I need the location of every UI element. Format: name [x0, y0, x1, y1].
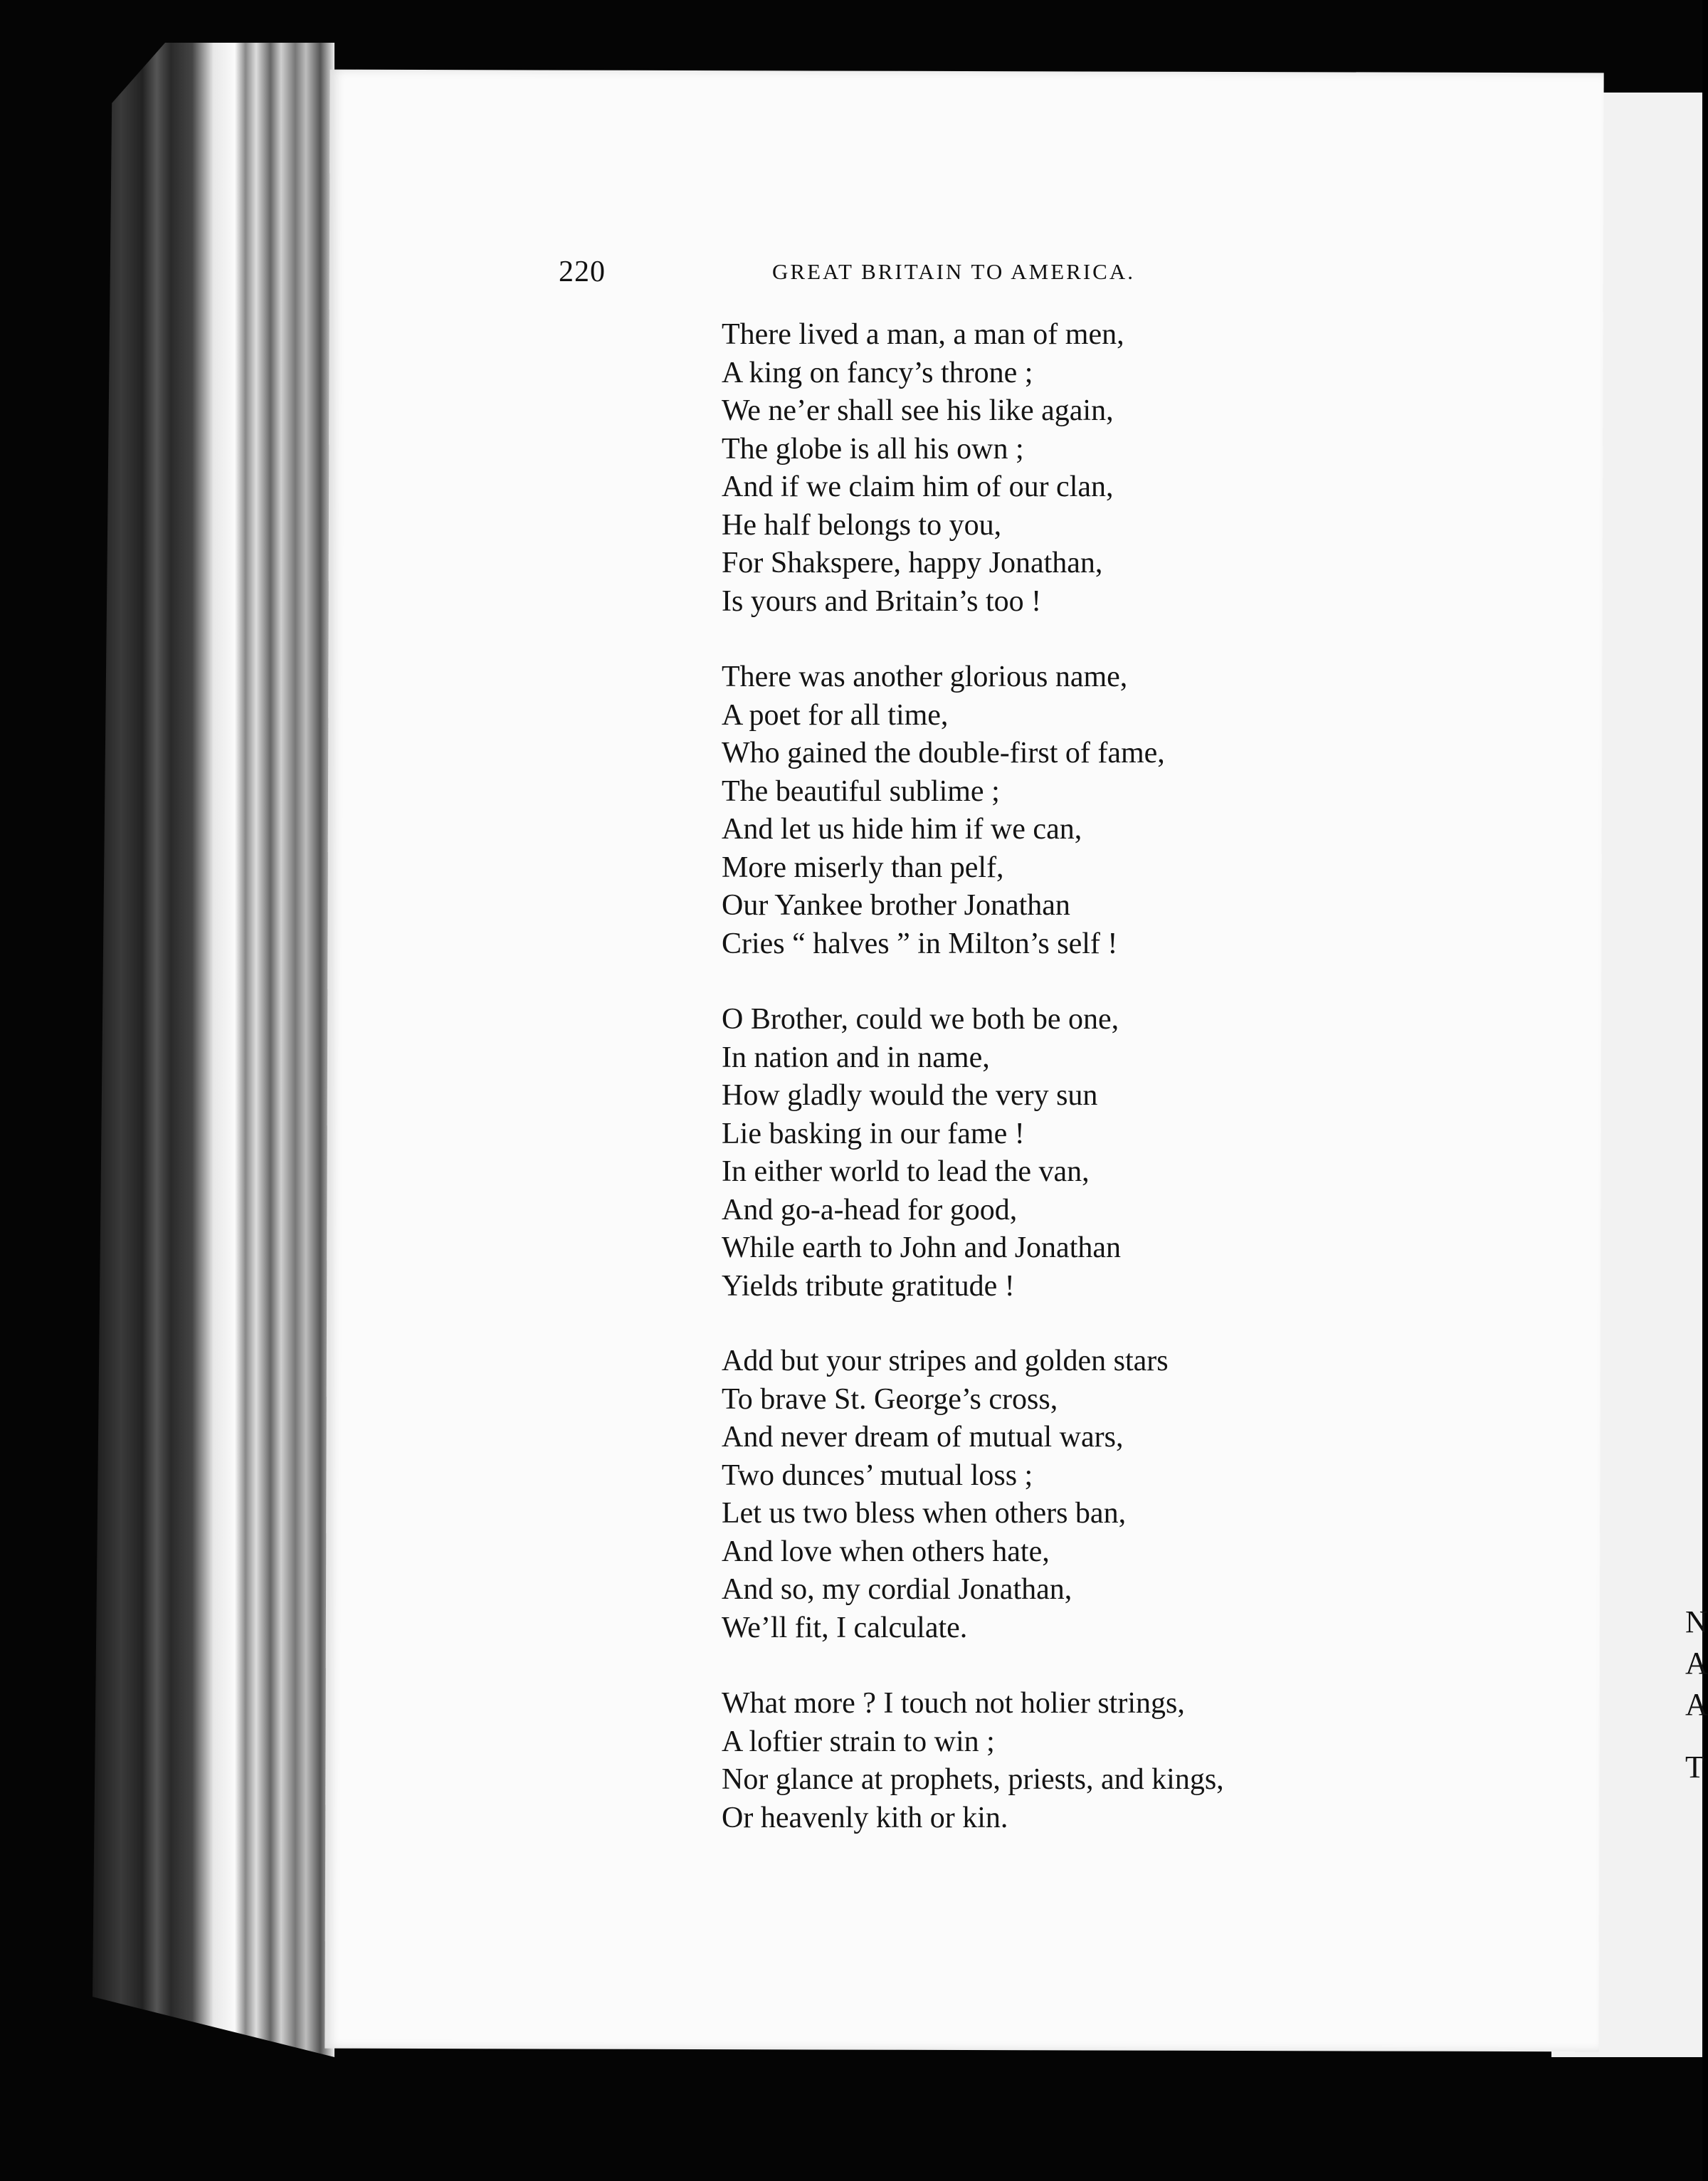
page-number: 220: [559, 256, 606, 288]
poem-line: Nor glance at prophets, priests, and kings,: [722, 1763, 1224, 1796]
facing-letter: A: [1685, 1687, 1708, 1722]
poem-line: We’ll fit, I calculate.: [722, 1611, 968, 1644]
poem-line: And let us hide him if we can,: [722, 813, 1082, 846]
poem-body: [722, 316, 1519, 1837]
poem-line: Add but your stripes and golden stars: [722, 1345, 1169, 1377]
poem-line: Yields tribute gratitude !: [722, 1269, 1015, 1303]
running-title: GREAT BRITAIN TO AMERICA.: [772, 259, 1135, 284]
stanza-3: [722, 1001, 1519, 1305]
poem-line: While earth to John and Jonathan: [722, 1231, 1122, 1264]
poem-line: A loftier strain to win ;: [722, 1725, 995, 1758]
stanza-1: [722, 316, 1519, 621]
poem-line: O Brother, could we both be one,: [722, 1003, 1119, 1036]
poem-line: Two dunces’ mutual loss ;: [722, 1459, 1033, 1492]
stanza-2: [722, 658, 1519, 963]
facing-letter: N: [1685, 1604, 1708, 1639]
stanza-4: [722, 1342, 1519, 1647]
facing-letter: A: [1685, 1646, 1708, 1681]
facing-page-letters: [1685, 1602, 1708, 1788]
poem-line: And go-a-head for good,: [722, 1193, 1018, 1226]
poem-line: We ne’er shall see his like again,: [722, 394, 1114, 427]
poem-line: Who gained the double-first of fame,: [722, 737, 1165, 769]
poem-line: For Shakspere, happy Jonathan,: [722, 547, 1103, 579]
poem-line: The globe is all his own ;: [722, 432, 1024, 466]
poem-line: Is yours and Britain’s too !: [722, 584, 1042, 618]
poem-line: Lie basking in our fame !: [722, 1117, 1025, 1150]
stanza-5: [722, 1685, 1519, 1837]
poem-line: And never dream of mutual wars,: [722, 1421, 1124, 1454]
poem-line: The beautiful sublime ;: [722, 774, 1000, 808]
poem-line: Let us two bless when others ban,: [722, 1497, 1127, 1530]
book-page-edges: [93, 43, 334, 2057]
poem-line: Cries “ halves ” in Milton’s self !: [722, 927, 1118, 960]
poem-line: To brave St. George’s cross,: [722, 1382, 1058, 1416]
facing-letter: T: [1685, 1750, 1704, 1785]
poem-line: And love when others hate,: [722, 1535, 1050, 1568]
page-header: [559, 255, 1199, 298]
poem-line: In either world to lead the van,: [722, 1155, 1090, 1188]
poem-line: More miserly than pelf,: [722, 851, 1004, 884]
poem-line: There was another glorious name,: [722, 661, 1128, 693]
poem-line: A poet for all time,: [722, 698, 949, 732]
poem-line: He half belongs to you,: [722, 508, 1002, 542]
poem-line: And if we claim him of our clan,: [722, 471, 1114, 503]
poem-line: Or heavenly kith or kin.: [722, 1801, 1008, 1834]
poem-line: And so, my cordial Jonathan,: [722, 1573, 1072, 1606]
poem-line: A king on fancy’s throne ;: [722, 356, 1033, 389]
poem-line: What more ? I touch not holier strings,: [722, 1687, 1185, 1720]
poem-line: How gladly would the very sun: [722, 1079, 1098, 1112]
poem-line: There lived a man, a man of men,: [722, 318, 1124, 351]
poem-line: In nation and in name,: [722, 1041, 990, 1074]
poem-line: Our Yankee brother Jonathan: [722, 889, 1070, 922]
